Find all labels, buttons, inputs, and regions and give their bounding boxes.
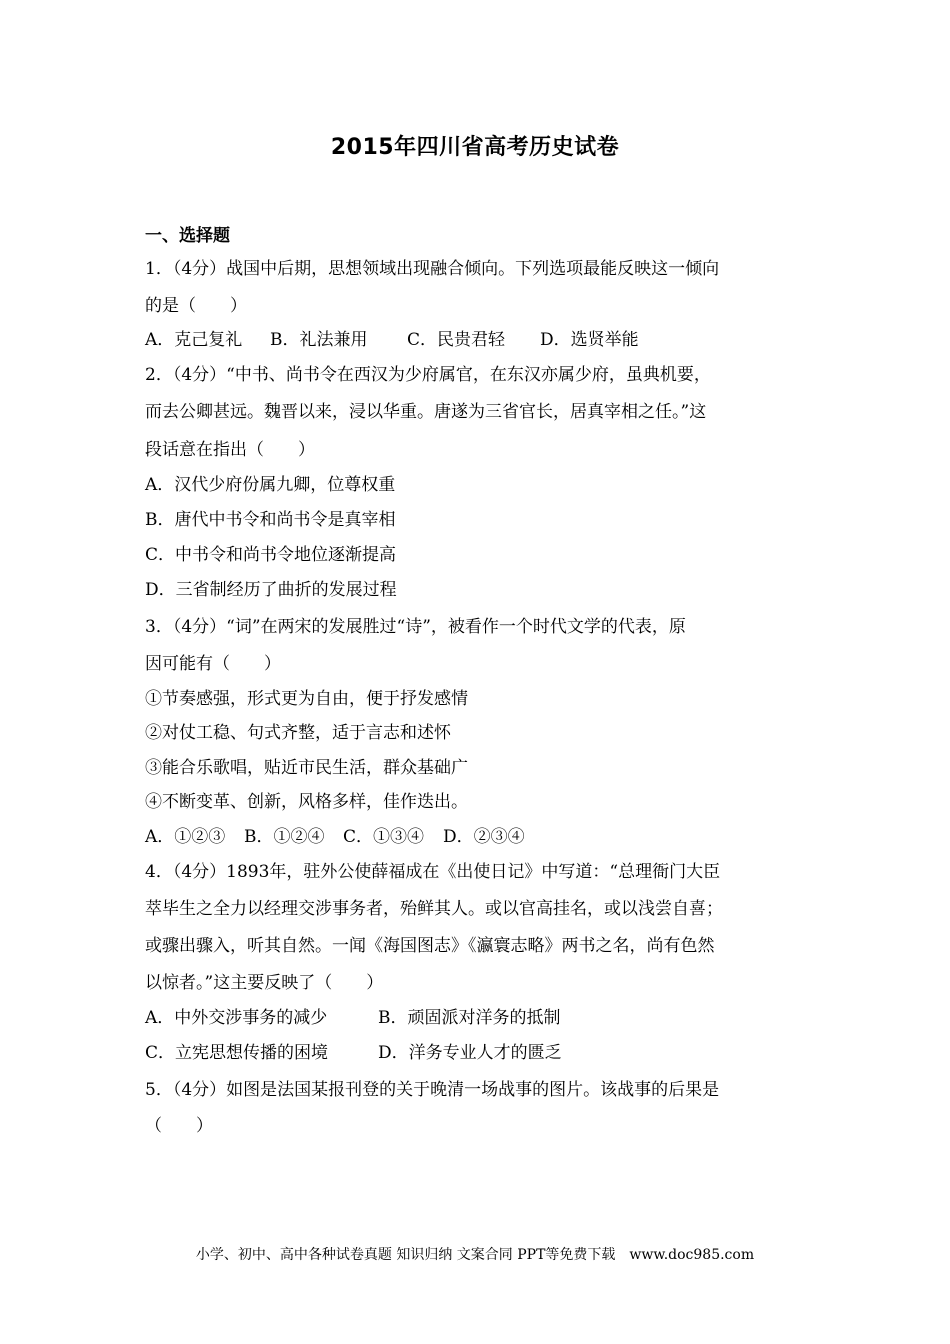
q3-option-a: A．①②③ — [145, 827, 226, 847]
q2-stem-line2: 而去公卿甚远。魏晋以来，浸以华重。唐遂为三省官长，居真宰相之任。”这 — [145, 402, 707, 422]
q2-option-a: A．汉代少府份属九卿，位尊权重 — [145, 475, 396, 495]
q1-stem-line1: 1．（4分）战国中后期，思想领域出现融合倾向。下列选项最能反映这一倾向 — [145, 259, 720, 279]
q3-item-1: ①节奏感强，形式更为自由，便于抒发感情 — [145, 689, 468, 709]
q4-stem-line2: 萃毕生之全力以经理交涉事务者，殆鲜其人。或以官高挂名，或以浅尝自喜； — [145, 899, 723, 919]
q3-stem-line2: 因可能有（ ） — [145, 654, 281, 674]
q4-options-row1 — [145, 1007, 561, 1029]
q1-option-d: D．选贤举能 — [540, 330, 639, 350]
q1-stem-line2: 的是（ ） — [145, 296, 247, 316]
q4-option-a: A．中外交涉事务的减少 — [145, 1008, 328, 1028]
q3-option-b: B．①②④ — [244, 827, 325, 847]
q3-option-d: D．②③④ — [443, 827, 525, 847]
q4-stem-line4: 以惊者。”这主要反映了（ ） — [145, 973, 384, 993]
q2-option-d: D．三省制经历了曲折的发展过程 — [145, 580, 397, 600]
q4-option-c: C．立宪思想传播的困境 — [145, 1043, 329, 1063]
q5-stem-line1: 5．（4分）如图是法国某报刊登的关于晚清一场战事的图片。该战事的后果是 — [145, 1080, 720, 1100]
page-footer: 小学、初中、高中各种试卷真题 知识归纳 文案合同 PPT等免费下载 www.doc985.com — [195, 1247, 755, 1263]
q1-option-c: C．民贵君轻 — [407, 330, 506, 350]
q2-stem-line3: 段话意在指出（ ） — [145, 440, 315, 460]
q3-item-3: ③能合乐歌唱，贴近市民生活，群众基础广 — [145, 758, 468, 778]
q2-stem-line1: 2．（4分）“中书、尚书令在西汉为少府属官，在东汉亦属少府，虽典机要， — [145, 365, 711, 385]
q3-stem-line1: 3．（4分）“词”在两宋的发展胜过“诗”，被看作一个时代文学的代表，原 — [145, 617, 686, 637]
q4-option-b: B．顽固派对洋务的抵制 — [378, 1008, 561, 1028]
q3-item-4: ④不断变革、创新，风格多样，佳作迭出。 — [145, 792, 468, 812]
q3-item-2: ②对仗工稳、句式齐整，适于言志和述怀 — [145, 723, 451, 743]
q5-stem-line2: （ ） — [145, 1116, 213, 1136]
q2-option-c: C．中书令和尚书令地位逐渐提高 — [145, 545, 397, 565]
q1-option-b: B．礼法兼用 — [270, 330, 368, 350]
q4-stem-line3: 或骤出骤入，听其自然。一闻《海国图志》《瀛寰志略》两书之名，尚有色然 — [145, 936, 715, 956]
q4-option-d: D．洋务专业人才的匮乏 — [378, 1043, 562, 1063]
q4-stem-line1: 4．（4分）1893年，驻外公使薛福成在《出使日记》中写道：“总理衙门大臣 — [145, 862, 721, 882]
section-heading: 一、选择题 — [145, 226, 230, 246]
q2-option-b: B．唐代中书令和尚书令是真宰相 — [145, 510, 396, 530]
q4-options-row2 — [145, 1042, 562, 1064]
q1-options — [145, 329, 639, 351]
q3-options — [145, 826, 525, 848]
q1-option-a: A．克己复礼 — [145, 330, 243, 350]
page-title: 2015年四川省高考历史试卷 — [330, 135, 620, 160]
q3-option-c: C．①③④ — [343, 827, 425, 847]
